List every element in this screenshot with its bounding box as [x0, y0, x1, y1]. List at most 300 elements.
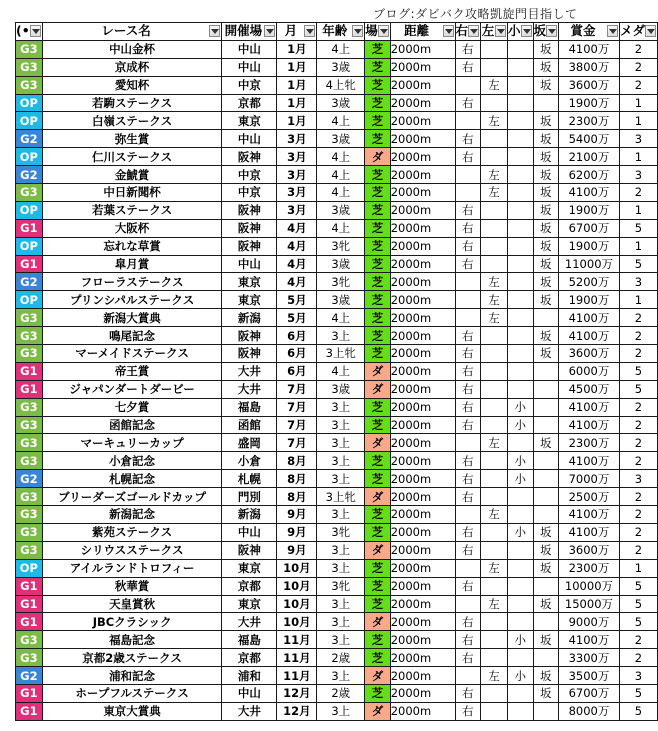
medal-count-cell[interactable]: 1 [619, 559, 657, 577]
surface-cell[interactable]: 芝 [365, 345, 391, 363]
month-cell[interactable]: 1月 [277, 112, 317, 130]
medal-count-cell[interactable]: 2 [619, 345, 657, 363]
filter-dropdown-icon[interactable] [378, 25, 389, 37]
surface-cell[interactable]: 芝 [365, 327, 391, 345]
race-name-cell[interactable]: 鳴尾記念 [42, 327, 222, 345]
grade-badge-cell[interactable]: G3 [16, 541, 43, 559]
medal-count-cell[interactable]: 2 [619, 309, 657, 327]
right-turn-cell[interactable]: 右 [455, 452, 481, 470]
right-turn-cell[interactable]: 右 [455, 541, 481, 559]
slope-cell[interactable] [533, 649, 559, 667]
distance-cell[interactable]: 2000m [390, 130, 455, 148]
small-track-cell[interactable] [508, 112, 534, 130]
left-turn-cell[interactable]: 左 [481, 506, 508, 524]
venue-cell[interactable]: 大井 [222, 613, 277, 631]
month-cell[interactable]: 5月 [277, 309, 317, 327]
medal-count-cell[interactable]: 1 [619, 237, 657, 255]
venue-cell[interactable]: 阪神 [222, 327, 277, 345]
surface-cell[interactable]: ダ [365, 702, 391, 720]
small-track-cell[interactable] [508, 488, 534, 506]
race-name-cell[interactable]: アイルランドトロフィー [42, 559, 222, 577]
medal-count-cell[interactable]: 2 [619, 58, 657, 76]
venue-cell[interactable]: 阪神 [222, 219, 277, 237]
surface-cell[interactable]: 芝 [365, 130, 391, 148]
grade-badge-cell[interactable]: OP [16, 291, 43, 309]
age-condition-cell[interactable]: 3上牝 [317, 488, 365, 506]
surface-cell[interactable]: 芝 [365, 184, 391, 202]
left-turn-cell[interactable] [481, 255, 508, 273]
small-track-cell[interactable] [508, 649, 534, 667]
medal-count-cell[interactable]: 2 [619, 452, 657, 470]
venue-cell[interactable]: 中山 [222, 130, 277, 148]
small-track-cell[interactable]: 小 [508, 452, 534, 470]
venue-cell[interactable]: 福島 [222, 631, 277, 649]
distance-cell[interactable]: 2000m [390, 452, 455, 470]
surface-cell[interactable]: 芝 [365, 94, 391, 112]
month-cell[interactable]: 11月 [277, 649, 317, 667]
age-condition-cell[interactable]: 3上 [317, 702, 365, 720]
venue-cell[interactable]: 中山 [222, 255, 277, 273]
slope-cell[interactable]: 坂 [533, 58, 559, 76]
surface-cell[interactable]: ダ [365, 434, 391, 452]
small-track-cell[interactable]: 小 [508, 523, 534, 541]
distance-cell[interactable]: 2000m [390, 684, 455, 702]
venue-cell[interactable]: 京都 [222, 577, 277, 595]
age-condition-cell[interactable]: 4上 [317, 184, 365, 202]
right-turn-cell[interactable]: 右 [455, 488, 481, 506]
small-track-cell[interactable] [508, 219, 534, 237]
small-track-cell[interactable]: 小 [508, 470, 534, 488]
distance-cell[interactable]: 2000m [390, 184, 455, 202]
prize-cell[interactable]: 4100万 [559, 327, 620, 345]
venue-cell[interactable]: 京都 [222, 649, 277, 667]
surface-cell[interactable]: 芝 [365, 255, 391, 273]
filter-dropdown-icon[interactable] [304, 25, 315, 37]
medal-count-cell[interactable]: 1 [619, 112, 657, 130]
distance-cell[interactable]: 2000m [390, 273, 455, 291]
slope-cell[interactable]: 坂 [533, 631, 559, 649]
age-condition-cell[interactable]: 3上牝 [317, 345, 365, 363]
right-turn-cell[interactable]: 右 [455, 416, 481, 434]
left-turn-cell[interactable] [481, 345, 508, 363]
prize-cell[interactable]: 8000万 [559, 702, 620, 720]
distance-cell[interactable]: 2000m [390, 76, 455, 94]
prize-cell[interactable]: 11000万 [559, 255, 620, 273]
venue-cell[interactable]: 阪神 [222, 148, 277, 166]
small-track-cell[interactable]: 小 [508, 631, 534, 649]
distance-cell[interactable]: 2000m [390, 595, 455, 613]
age-condition-cell[interactable]: 3歳 [317, 130, 365, 148]
month-cell[interactable]: 10月 [277, 613, 317, 631]
left-turn-cell[interactable] [481, 631, 508, 649]
left-turn-cell[interactable]: 左 [481, 273, 508, 291]
right-turn-cell[interactable]: 右 [455, 398, 481, 416]
right-turn-cell[interactable]: 右 [455, 577, 481, 595]
grade-badge-cell[interactable]: G1 [16, 219, 43, 237]
small-track-cell[interactable]: 小 [508, 667, 534, 685]
surface-cell[interactable]: 芝 [365, 58, 391, 76]
prize-cell[interactable]: 15000万 [559, 595, 620, 613]
age-condition-cell[interactable]: 4上 [317, 166, 365, 184]
race-name-cell[interactable]: 仁川ステークス [42, 148, 222, 166]
small-track-cell[interactable] [508, 434, 534, 452]
race-name-cell[interactable]: 大阪杯 [42, 219, 222, 237]
prize-cell[interactable]: 4100万 [559, 416, 620, 434]
distance-cell[interactable]: 2000m [390, 631, 455, 649]
race-name-cell[interactable]: ブリーダーズゴールドカップ [42, 488, 222, 506]
slope-cell[interactable]: 坂 [533, 541, 559, 559]
grade-badge-cell[interactable]: G3 [16, 631, 43, 649]
medal-count-cell[interactable]: 1 [619, 148, 657, 166]
grade-badge-cell[interactable]: G3 [16, 184, 43, 202]
month-cell[interactable]: 9月 [277, 523, 317, 541]
race-name-cell[interactable]: 新潟大賞典 [42, 309, 222, 327]
small-track-cell[interactable] [508, 58, 534, 76]
race-name-cell[interactable]: 福島記念 [42, 631, 222, 649]
month-cell[interactable]: 4月 [277, 219, 317, 237]
race-name-cell[interactable]: マーメイドステークス [42, 345, 222, 363]
medal-count-cell[interactable]: 3 [619, 667, 657, 685]
grade-badge-cell[interactable]: G3 [16, 523, 43, 541]
race-name-cell[interactable]: ホープフルステークス [42, 684, 222, 702]
right-turn-cell[interactable]: 右 [455, 649, 481, 667]
right-turn-cell[interactable]: 右 [455, 470, 481, 488]
slope-cell[interactable]: 坂 [533, 345, 559, 363]
left-turn-cell[interactable] [481, 380, 508, 398]
small-track-cell[interactable] [508, 201, 534, 219]
left-turn-cell[interactable] [481, 613, 508, 631]
age-condition-cell[interactable]: 3歳 [317, 58, 365, 76]
right-turn-cell[interactable]: 右 [455, 130, 481, 148]
prize-cell[interactable]: 3600万 [559, 76, 620, 94]
small-track-cell[interactable] [508, 702, 534, 720]
age-condition-cell[interactable]: 4上 [317, 309, 365, 327]
right-turn-cell[interactable]: 右 [455, 58, 481, 76]
grade-badge-cell[interactable]: G3 [16, 434, 43, 452]
venue-cell[interactable]: 中山 [222, 40, 277, 58]
race-name-cell[interactable]: 若駒ステークス [42, 94, 222, 112]
small-track-cell[interactable] [508, 506, 534, 524]
month-cell[interactable]: 5月 [277, 291, 317, 309]
venue-cell[interactable]: 小倉 [222, 452, 277, 470]
filter-dropdown-icon[interactable] [209, 25, 220, 37]
age-condition-cell[interactable]: 3歳 [317, 291, 365, 309]
month-cell[interactable]: 10月 [277, 577, 317, 595]
small-track-cell[interactable] [508, 362, 534, 380]
surface-cell[interactable]: ダ [365, 667, 391, 685]
slope-cell[interactable] [533, 506, 559, 524]
age-condition-cell[interactable]: 3上 [317, 327, 365, 345]
grade-badge-cell[interactable]: OP [16, 94, 43, 112]
grade-badge-cell[interactable]: G3 [16, 416, 43, 434]
right-turn-cell[interactable]: 右 [455, 237, 481, 255]
month-cell[interactable]: 4月 [277, 237, 317, 255]
age-condition-cell[interactable]: 2歳 [317, 684, 365, 702]
medal-count-cell[interactable]: 2 [619, 398, 657, 416]
month-cell[interactable]: 4月 [277, 255, 317, 273]
medal-count-cell[interactable]: 3 [619, 273, 657, 291]
grade-badge-cell[interactable]: G2 [16, 667, 43, 685]
month-cell[interactable]: 7月 [277, 380, 317, 398]
race-name-cell[interactable]: 帝王賞 [42, 362, 222, 380]
prize-cell[interactable]: 1900万 [559, 94, 620, 112]
age-condition-cell[interactable]: 3上 [317, 667, 365, 685]
age-condition-cell[interactable]: 4上 [317, 148, 365, 166]
right-turn-cell[interactable] [455, 273, 481, 291]
prize-cell[interactable]: 10000万 [559, 577, 620, 595]
age-condition-cell[interactable]: 4上牝 [317, 76, 365, 94]
race-name-cell[interactable]: 東京大賞典 [42, 702, 222, 720]
month-cell[interactable]: 7月 [277, 416, 317, 434]
right-turn-cell[interactable]: 右 [455, 255, 481, 273]
grade-badge-cell[interactable]: G1 [16, 595, 43, 613]
medal-count-cell[interactable]: 3 [619, 130, 657, 148]
age-condition-cell[interactable]: 3牝 [317, 523, 365, 541]
prize-cell[interactable]: 6200万 [559, 166, 620, 184]
distance-cell[interactable]: 2000m [390, 667, 455, 685]
slope-cell[interactable]: 坂 [533, 595, 559, 613]
month-cell[interactable]: 3月 [277, 130, 317, 148]
small-track-cell[interactable] [508, 130, 534, 148]
right-turn-cell[interactable] [455, 309, 481, 327]
age-condition-cell[interactable]: 3上 [317, 416, 365, 434]
left-turn-cell[interactable]: 左 [481, 184, 508, 202]
race-name-cell[interactable]: 浦和記念 [42, 667, 222, 685]
surface-cell[interactable]: ダ [365, 148, 391, 166]
left-turn-cell[interactable]: 左 [481, 559, 508, 577]
surface-cell[interactable]: 芝 [365, 398, 391, 416]
race-name-cell[interactable]: 若葉ステークス [42, 201, 222, 219]
grade-badge-cell[interactable]: OP [16, 559, 43, 577]
right-turn-cell[interactable] [455, 112, 481, 130]
venue-cell[interactable]: 東京 [222, 273, 277, 291]
prize-cell[interactable]: 4100万 [559, 452, 620, 470]
surface-cell[interactable]: 芝 [365, 166, 391, 184]
prize-cell[interactable]: 3500万 [559, 667, 620, 685]
race-name-cell[interactable]: ジャパンダートダービー [42, 380, 222, 398]
month-cell[interactable]: 9月 [277, 541, 317, 559]
right-turn-cell[interactable]: 右 [455, 219, 481, 237]
slope-cell[interactable]: 坂 [533, 166, 559, 184]
left-turn-cell[interactable]: 左 [481, 166, 508, 184]
distance-cell[interactable]: 2000m [390, 523, 455, 541]
right-turn-cell[interactable]: 右 [455, 702, 481, 720]
grade-badge-cell[interactable]: G3 [16, 452, 43, 470]
month-cell[interactable]: 1月 [277, 58, 317, 76]
right-turn-cell[interactable]: 右 [455, 94, 481, 112]
filter-dropdown-icon[interactable] [521, 25, 532, 37]
surface-cell[interactable]: ダ [365, 380, 391, 398]
race-name-cell[interactable]: 京都2歳ステークス [42, 649, 222, 667]
right-turn-cell[interactable]: 右 [455, 523, 481, 541]
small-track-cell[interactable] [508, 613, 534, 631]
left-turn-cell[interactable] [481, 541, 508, 559]
filter-dropdown-icon[interactable] [30, 25, 41, 37]
slope-cell[interactable] [533, 309, 559, 327]
left-turn-cell[interactable] [481, 201, 508, 219]
small-track-cell[interactable] [508, 273, 534, 291]
medal-count-cell[interactable]: 3 [619, 470, 657, 488]
grade-badge-cell[interactable]: G2 [16, 130, 43, 148]
surface-cell[interactable]: 芝 [365, 506, 391, 524]
venue-cell[interactable]: 東京 [222, 112, 277, 130]
month-cell[interactable]: 1月 [277, 94, 317, 112]
left-turn-cell[interactable] [481, 577, 508, 595]
right-turn-cell[interactable] [455, 291, 481, 309]
grade-badge-cell[interactable]: G2 [16, 273, 43, 291]
small-track-cell[interactable] [508, 255, 534, 273]
race-name-cell[interactable]: JBCクラシック [42, 613, 222, 631]
left-turn-cell[interactable]: 左 [481, 309, 508, 327]
filter-dropdown-icon[interactable] [495, 25, 506, 37]
age-condition-cell[interactable]: 4上 [317, 219, 365, 237]
surface-cell[interactable]: 芝 [365, 559, 391, 577]
age-condition-cell[interactable]: 4上 [317, 112, 365, 130]
left-turn-cell[interactable] [481, 237, 508, 255]
venue-cell[interactable]: 盛岡 [222, 434, 277, 452]
distance-cell[interactable]: 2000m [390, 201, 455, 219]
filter-dropdown-icon[interactable] [468, 25, 479, 37]
grade-badge-cell[interactable]: G1 [16, 255, 43, 273]
race-name-cell[interactable]: 金鯱賞 [42, 166, 222, 184]
distance-cell[interactable]: 2000m [390, 702, 455, 720]
distance-cell[interactable]: 2000m [390, 362, 455, 380]
distance-cell[interactable]: 2000m [390, 434, 455, 452]
venue-cell[interactable]: 大井 [222, 380, 277, 398]
slope-cell[interactable]: 坂 [533, 327, 559, 345]
medal-count-cell[interactable]: 2 [619, 631, 657, 649]
race-name-cell[interactable]: 紫苑ステークス [42, 523, 222, 541]
prize-cell[interactable]: 4100万 [559, 506, 620, 524]
distance-cell[interactable]: 2000m [390, 506, 455, 524]
right-turn-cell[interactable]: 右 [455, 40, 481, 58]
grade-badge-cell[interactable]: OP [16, 148, 43, 166]
age-condition-cell[interactable]: 3上 [317, 631, 365, 649]
small-track-cell[interactable] [508, 309, 534, 327]
race-name-cell[interactable]: 函館記念 [42, 416, 222, 434]
filter-dropdown-icon[interactable] [645, 25, 656, 37]
medal-count-cell[interactable]: 5 [619, 219, 657, 237]
slope-cell[interactable] [533, 470, 559, 488]
distance-cell[interactable]: 2000m [390, 559, 455, 577]
grade-badge-cell[interactable]: OP [16, 237, 43, 255]
prize-cell[interactable]: 7000万 [559, 470, 620, 488]
month-cell[interactable]: 7月 [277, 398, 317, 416]
distance-cell[interactable]: 2000m [390, 291, 455, 309]
medal-count-cell[interactable]: 2 [619, 506, 657, 524]
venue-cell[interactable]: 函館 [222, 416, 277, 434]
grade-badge-cell[interactable]: G3 [16, 58, 43, 76]
prize-cell[interactable]: 4100万 [559, 309, 620, 327]
month-cell[interactable]: 10月 [277, 559, 317, 577]
medal-count-cell[interactable]: 2 [619, 327, 657, 345]
slope-cell[interactable]: 坂 [533, 523, 559, 541]
small-track-cell[interactable] [508, 345, 534, 363]
month-cell[interactable]: 12月 [277, 684, 317, 702]
slope-cell[interactable] [533, 613, 559, 631]
race-name-cell[interactable]: 中日新聞杯 [42, 184, 222, 202]
left-turn-cell[interactable]: 左 [481, 112, 508, 130]
slope-cell[interactable] [533, 380, 559, 398]
left-turn-cell[interactable]: 左 [481, 76, 508, 94]
surface-cell[interactable]: 芝 [365, 273, 391, 291]
month-cell[interactable]: 7月 [277, 434, 317, 452]
prize-cell[interactable]: 4100万 [559, 184, 620, 202]
right-turn-cell[interactable]: 右 [455, 327, 481, 345]
slope-cell[interactable] [533, 398, 559, 416]
distance-cell[interactable]: 2000m [390, 345, 455, 363]
surface-cell[interactable]: ダ [365, 613, 391, 631]
filter-dropdown-icon[interactable] [352, 25, 363, 37]
race-name-cell[interactable]: 天皇賞秋 [42, 595, 222, 613]
distance-cell[interactable]: 2000m [390, 577, 455, 595]
distance-cell[interactable]: 2000m [390, 470, 455, 488]
age-condition-cell[interactable]: 3歳 [317, 201, 365, 219]
venue-cell[interactable]: 阪神 [222, 237, 277, 255]
age-condition-cell[interactable]: 3牝 [317, 273, 365, 291]
right-turn-cell[interactable]: 右 [455, 380, 481, 398]
slope-cell[interactable] [533, 416, 559, 434]
month-cell[interactable]: 6月 [277, 362, 317, 380]
left-turn-cell[interactable]: 左 [481, 667, 508, 685]
right-turn-cell[interactable] [455, 595, 481, 613]
distance-cell[interactable]: 2000m [390, 398, 455, 416]
slope-cell[interactable]: 坂 [533, 434, 559, 452]
distance-cell[interactable]: 2000m [390, 148, 455, 166]
prize-cell[interactable]: 4100万 [559, 40, 620, 58]
medal-count-cell[interactable]: 5 [619, 595, 657, 613]
small-track-cell[interactable] [508, 166, 534, 184]
venue-cell[interactable]: 中京 [222, 166, 277, 184]
race-name-cell[interactable]: マーキュリーカップ [42, 434, 222, 452]
surface-cell[interactable]: 芝 [365, 112, 391, 130]
race-name-cell[interactable]: 忘れな草賞 [42, 237, 222, 255]
venue-cell[interactable]: 東京 [222, 291, 277, 309]
prize-cell[interactable]: 2300万 [559, 434, 620, 452]
grade-badge-cell[interactable]: G3 [16, 649, 43, 667]
slope-cell[interactable]: 坂 [533, 112, 559, 130]
race-name-cell[interactable]: 七夕賞 [42, 398, 222, 416]
age-condition-cell[interactable]: 4上 [317, 362, 365, 380]
grade-badge-cell[interactable]: G1 [16, 702, 43, 720]
prize-cell[interactable]: 4100万 [559, 398, 620, 416]
slope-cell[interactable] [533, 362, 559, 380]
age-condition-cell[interactable]: 3上 [317, 506, 365, 524]
right-turn-cell[interactable]: 右 [455, 201, 481, 219]
grade-badge-cell[interactable]: G1 [16, 684, 43, 702]
venue-cell[interactable]: 中山 [222, 684, 277, 702]
distance-cell[interactable]: 2000m [390, 58, 455, 76]
grade-badge-cell[interactable]: OP [16, 201, 43, 219]
left-turn-cell[interactable] [481, 94, 508, 112]
grade-badge-cell[interactable]: G3 [16, 309, 43, 327]
slope-cell[interactable]: 坂 [533, 219, 559, 237]
prize-cell[interactable]: 1900万 [559, 291, 620, 309]
right-turn-cell[interactable] [455, 166, 481, 184]
grade-badge-cell[interactable]: G3 [16, 327, 43, 345]
month-cell[interactable]: 11月 [277, 667, 317, 685]
medal-count-cell[interactable]: 2 [619, 76, 657, 94]
small-track-cell[interactable] [508, 327, 534, 345]
filter-dropdown-icon[interactable] [607, 25, 618, 37]
slope-cell[interactable]: 坂 [533, 559, 559, 577]
surface-cell[interactable]: 芝 [365, 76, 391, 94]
grade-badge-cell[interactable]: G3 [16, 398, 43, 416]
age-condition-cell[interactable]: 3牝 [317, 237, 365, 255]
left-turn-cell[interactable] [481, 649, 508, 667]
medal-count-cell[interactable]: 2 [619, 523, 657, 541]
prize-cell[interactable]: 3600万 [559, 541, 620, 559]
